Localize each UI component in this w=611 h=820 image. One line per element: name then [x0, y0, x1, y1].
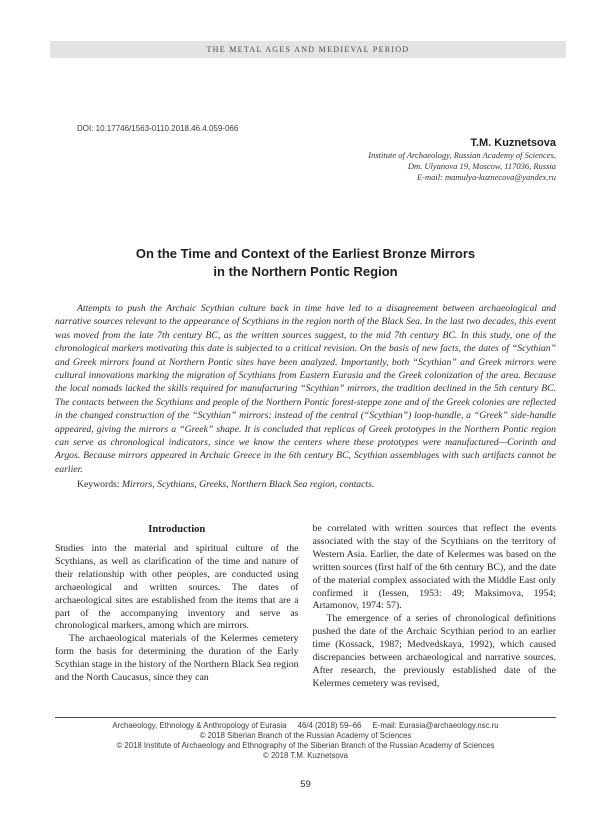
keywords-list: Mirrors, Scythians, Greeks, Northern Black Sea region, contacts. [121, 479, 375, 490]
running-head-text: THE METAL AGES AND MEDIEVAL PERIOD [206, 45, 410, 54]
doi: DOI: 10.17746/1563-0110.2018.46.4.059-066 [77, 124, 239, 133]
journal-email: E-mail: Eurasia@archaeology.nsc.ru [372, 721, 499, 730]
body-paragraph: The emergence of a series of chronological definitions pushed the date of the Archaic Scythian period to an earlier time (Kossack, 1987; Medvedskaya, 1992), which caused discrepancies between archaeological and narrative sources. After research, the previously established date of the Kelermes cemetery was revised, [312, 613, 556, 689]
copyright-line: © 2018 Siberian Branch of the Russian Academy of Sciences [199, 731, 412, 740]
footer [40, 721, 571, 761]
affiliation-line: Institute of Archaeology, Russian Academy of Sciences, [368, 150, 556, 160]
page-number: 59 [300, 779, 311, 790]
author-email: E-mail: mamulya-kuznecova@yandex.ru [416, 172, 556, 182]
copyright-line: © 2018 Institute of Archaeology and Ethnography of the Siberian Branch of the Russian Academy of Sciences [116, 741, 495, 750]
body-paragraph: Studies into the material and spiritual culture of the Scythians, as well as clarification of the time and nature of their relationship with other peoples, are conducted using archaeological and written sources. The dates of archaeological sites are established from the items that are a part of the accompanying inventory and serve as chronological markers, among which are mirrors. [55, 543, 299, 632]
keywords-label: Keywords: [77, 479, 120, 490]
affiliation [55, 150, 556, 183]
left-column [55, 523, 299, 691]
article-title-line2: in the Northern Pontic Region [213, 264, 398, 279]
author-block [55, 136, 556, 183]
journal-issue-pages: 46/4 (2018) 59–66 [297, 721, 362, 730]
article-title-line1: On the Time and Context of the Earliest Bronze Mirrors [135, 246, 476, 261]
article-title [55, 245, 556, 281]
body-paragraph: The archaeological materials of the Kelermes cemetery form the basis for determining the duration of the Early Scythian stage in the history of the Northern Black Sea region and the North Caucasus, since they can [55, 633, 299, 684]
journal-name: Archaeology, Ethnology & Anthropology of Eurasia [112, 721, 287, 730]
keywords-line [55, 479, 556, 490]
journal-citation-line [40, 721, 571, 731]
footer-divider [55, 717, 556, 718]
section-heading-introduction: Introduction [148, 524, 206, 535]
author-name: T.M. Kuznetsova [470, 137, 556, 149]
body-columns [55, 523, 556, 691]
affiliation-line: Dm. Ulyanova 19, Moscow, 117036, Russia [407, 161, 556, 171]
copyright-line: © 2018 T.M. Kuznetsova [263, 751, 348, 760]
body-paragraph: be correlated with written sources that reflect the events associated with the stay of the Scythians on the territory of Western Asia. Earlier, the date of Kelermes was based on the written sources (first half of the 6th century BC), and the date of the material complex associated with the Middle East only confirmed it (Iessen, 1953: 49; Maksimova, 1954; Artamonov, 1974: 57). [312, 523, 556, 612]
running-head-banner [50, 41, 566, 58]
abstract: Attempts to push the Archaic Scythian culture back in time have led to a disagreement between archaeological and narrative sources relevant to the appearance of Scythians in the region north of the Black Sea. In the last two decades, this event was moved from the late 7th century BC, as the written sources suggest, to the mid 7th century BC. In this study, one of the chronological markers motivating this date is subjected to a critical revision. On the basis of new facts, the dates of “Scythian” and Greek mirrors found at Northern Pontic sites have been analyzed. Importantly, both “Scythian” and Greek mirrors were cultural innovations marking the migration of Scythians from Eastern Eurasia and the Greek colonization of the area. Because the local nomads lacked the skills required for manufacturing “Scythian” mirrors, the tradition declined in the 5th century BC. The contacts between the Scythians and people of the Northern Pontic forest-steppe zone and of the Greek colonies are reflected in the changed construction of the “Scythian” mirrors: instead of the central (“Scythian”) loop-handle, a “Greek” side-handle appeared, giving the mirrors a “Greek” shape. It is concluded that replicas of Greek prototypes in the Northern Pontic region can serve as chronological indicators, since we know the centers where these prototypes were manufactured—Corinth and Argos. Because mirrors appeared in Archaic Greece in the 6th century BC, Scythian assemblages with such artifacts cannot be earlier. [55, 303, 556, 475]
right-column [313, 523, 557, 691]
